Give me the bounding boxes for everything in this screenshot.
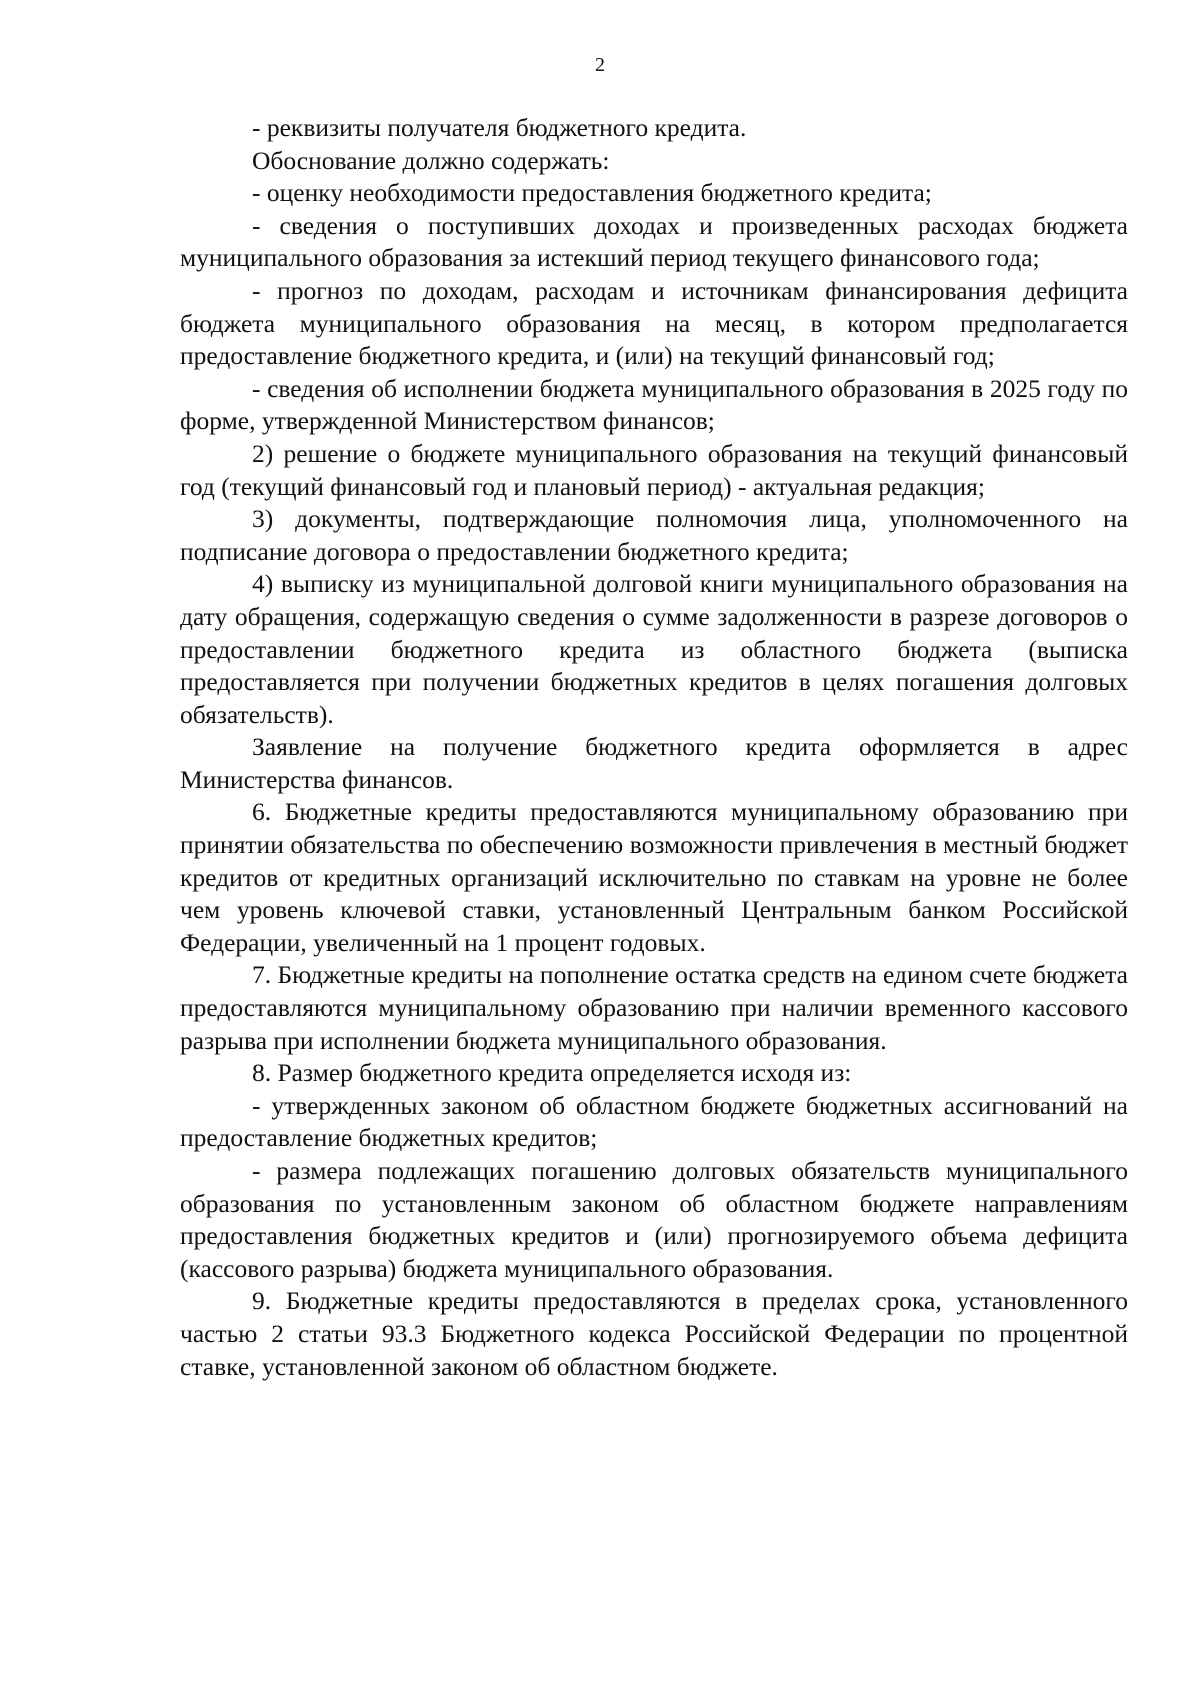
- paragraph-item-2: 2) решение о бюджете муниципального образования на текущий финансовый год (текущий финансовый год и плановый период) - актуальная редакция;: [180, 438, 1128, 501]
- paragraph-justification-heading: Обоснование должно содержать:: [252, 145, 610, 175]
- document-body: [180, 112, 1128, 1383]
- paragraph-recipient-details: - реквизиты получателя бюджетного кредита.: [252, 113, 747, 142]
- paragraph-section-9: 9. Бюджетные кредиты предоставляются в пределах срока, установленного частью 2 статьи 93.3 Бюджетного кодекса Российской Федерации по процентной ставке, установленной законом об областном бюджете.: [180, 1286, 1128, 1381]
- paragraph-section-6: 6. Бюджетные кредиты предоставляются муниципальному образованию при принятии обязательства по обеспечению возможности привлечения в местный бюджет кредитов от кредитных организаций исключительно по ставкам на уровне не более чем уровень ключевой ставки, установленный Центральным банком Российской Федерации, увеличенный на 1 процент годовых.: [180, 797, 1128, 957]
- paragraph-item-3: 3) документы, подтверждающие полномочия лица, уполномоченного на подписание договора о предоставлении бюджетного кредита;: [180, 504, 1128, 566]
- paragraph-section-7: 7. Бюджетные кредиты на пополнение остатка средств на едином счете бюджета предоставляются муниципальному образованию при наличии временного кассового разрыва при исполнении бюджета муниципального образования.: [180, 960, 1128, 1055]
- paragraph-forecast: - прогноз по доходам, расходам и источникам финансирования дефицита бюджета муниципального образования на месяц, в котором предполагается предоставление бюджетного кредита, и (или) на текущий финансовый год;: [180, 275, 1128, 371]
- paragraph-execution-info: - сведения об исполнении бюджета муниципального образования в 2025 году по форме, утвержденной Министерством финансов;: [180, 373, 1128, 436]
- paragraph-income-expense-info: - сведения о поступивших доходах и произведенных расходах бюджета муниципального образования за истекший период текущего финансового года;: [180, 210, 1128, 273]
- paragraph-application-address: Заявление на получение бюджетного кредита оформляется в адрес Министерства финансов.: [180, 732, 1128, 794]
- paragraph-section-8-debt-obligations: - размера подлежащих погашению долговых обязательств муниципального образования по установленным законом об областном бюджете направлениям предоставления бюджетных кредитов и (или) прогнозируемого объема дефицита (кассового разрыва) бюджета муниципального образования.: [180, 1156, 1128, 1283]
- page-number: 2: [595, 54, 605, 76]
- paragraph-section-8-approved-allocations: - утвержденных законом об областном бюджете бюджетных ассигнований на предоставление бюджетных кредитов;: [180, 1090, 1128, 1153]
- paragraph-item-4: 4) выписку из муниципальной долговой книги муниципального образования на дату обращения, содержащую сведения о сумме задолженности в разрезе договоров о предоставлении бюджетного кредита из областного бюджета (выписка предоставляется при получении бюджетных кредитов в целях погашения долговых обязательств).: [180, 569, 1128, 729]
- paragraph-necessity-assessment: - оценку необходимости предоставления бюджетного кредита;: [252, 178, 932, 208]
- paragraph-section-8: 8. Размер бюджетного кредита определяется исходя из:: [252, 1058, 852, 1088]
